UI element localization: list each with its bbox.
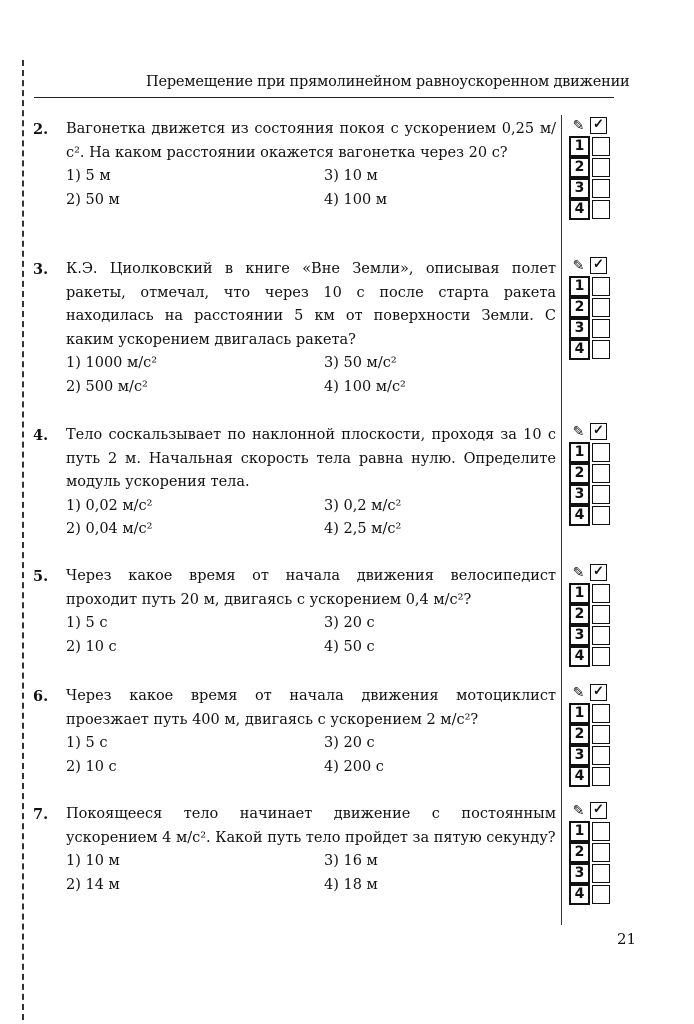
answer-boxes: [569, 255, 610, 360]
pencil-icon: ✎: [572, 423, 585, 440]
answer-option: 1) 5 с: [66, 735, 108, 751]
question-5: [33, 565, 556, 659]
answer-number-box: 1: [569, 583, 590, 604]
answer-checkbox[interactable]: [592, 864, 610, 883]
answer-checkbox[interactable]: [592, 584, 610, 603]
answer-options: [66, 732, 556, 779]
answer-option: 2) 50 м: [66, 191, 120, 208]
answer-number-box: 1: [569, 136, 590, 157]
answer-number-box: 4: [569, 505, 590, 526]
answer-number-box: 3: [569, 625, 590, 646]
pencil-icon: ✎: [572, 257, 585, 274]
question-text: Через какое время от начала движения велосипедист проходит путь 20 м, двигаясь с ускорением 0,4 м/с²?: [66, 568, 556, 608]
answer-options: [66, 352, 556, 399]
answer-checkbox[interactable]: [592, 179, 610, 198]
answer-checkbox[interactable]: [592, 443, 610, 462]
answer-number-box: 4: [569, 199, 590, 220]
checkbox-checked-icon: ✓: [590, 802, 607, 819]
answer-number-box: 2: [569, 157, 590, 178]
answer-number-box: 2: [569, 724, 590, 745]
answer-checkbox[interactable]: [592, 298, 610, 317]
answer-option: 1) 10 м: [66, 853, 120, 869]
answer-option: 3) 10 м: [324, 168, 378, 184]
answer-option: 4) 50 с: [324, 638, 375, 655]
question-text: Покоящееся тело начинает движение с постоянным ускорением 4 м/с². Какой путь тело пройдет за пятую секунду?: [66, 806, 556, 846]
question-text: Тело соскальзывает по наклонной плоскости, проходя за 10 с путь 2 м. Начальная скорость тела равна нулю. Определите модуль ускорения тела.: [66, 427, 556, 490]
answer-number-box: 2: [569, 842, 590, 863]
answer-number-box: 4: [569, 646, 590, 667]
page-number: 21: [617, 930, 637, 948]
answer-checkbox[interactable]: [592, 464, 610, 483]
answer-checkbox[interactable]: [592, 158, 610, 177]
checkbox-checked-icon: ✓: [590, 564, 607, 581]
checkbox-checked-icon: ✓: [590, 257, 607, 274]
answer-option: 1) 5 м: [66, 168, 111, 184]
answer-options: [66, 612, 556, 659]
answer-option: 1) 0,02 м/с²: [66, 497, 153, 514]
answer-number-box: 2: [569, 604, 590, 625]
answer-option: 2) 0,04 м/с²: [66, 521, 153, 537]
answer-checkbox[interactable]: [592, 647, 610, 666]
answer-option: 3) 20 с: [324, 735, 375, 751]
question-text: К.Э. Циолковский в книге «Вне Земли», описывая полет ракеты, отмечал, что через 10 с после старта ракета находилась на расстоянии 5 км от поверхности Земли. С каким ускорением двигалась ракета?: [66, 261, 556, 348]
answer-checkbox[interactable]: [592, 746, 610, 765]
question-7: [33, 803, 556, 897]
answer-checkbox[interactable]: [592, 485, 610, 504]
cut-line: [22, 60, 24, 1020]
answer-options: [66, 850, 556, 897]
question-number: 3.: [33, 261, 49, 278]
question-number: 6.: [33, 688, 49, 705]
answer-option: 4) 200 с: [324, 758, 384, 775]
answer-option: 3) 16 м: [324, 853, 378, 869]
answer-option: 3) 0,2 м/с²: [324, 497, 402, 514]
answer-number-box: 2: [569, 463, 590, 484]
answer-checkbox[interactable]: [592, 200, 610, 219]
answer-number-box: 3: [569, 745, 590, 766]
answer-option: 2) 10 с: [66, 638, 117, 655]
answer-options: [66, 165, 556, 212]
answer-option: 4) 100 м: [324, 191, 388, 208]
question-text: Вагонетка движется из состояния покоя с ускорением 0,25 м/с². На каком расстоянии окажется вагонетка через 20 с?: [66, 121, 556, 161]
answer-option: 3) 50 м/с²: [324, 355, 397, 371]
question-2: [33, 118, 556, 212]
header-rule: [34, 97, 614, 98]
answer-checkbox[interactable]: [592, 767, 610, 786]
answer-checkbox[interactable]: [592, 340, 610, 359]
answer-checkbox[interactable]: [592, 506, 610, 525]
pencil-icon: ✎: [572, 802, 585, 819]
answer-checkbox[interactable]: [592, 843, 610, 862]
answer-checkbox[interactable]: [592, 605, 610, 624]
answer-checkbox[interactable]: [592, 885, 610, 904]
answer-checkbox[interactable]: [592, 725, 610, 744]
answer-checkbox[interactable]: [592, 704, 610, 723]
answer-number-box: 4: [569, 339, 590, 360]
checkbox-checked-icon: ✓: [590, 684, 607, 701]
question-number: 2.: [33, 121, 49, 138]
answer-option: 2) 500 м/с²: [66, 378, 148, 395]
page-header: Перемещение при прямолинейном равноускоренном движении: [146, 74, 630, 90]
question-3: [33, 258, 556, 399]
pencil-icon: ✎: [572, 564, 585, 581]
question-6: [33, 685, 556, 779]
question-number: 5.: [33, 568, 49, 585]
answer-number-box: 3: [569, 863, 590, 884]
question-number: 7.: [33, 806, 49, 823]
answer-number-box: 1: [569, 276, 590, 297]
answer-boxes: [569, 800, 610, 905]
question-text: Через какое время от начала движения мотоциклист проезжает путь 400 м, двигаясь с ускорением 2 м/с²?: [66, 688, 556, 728]
answer-checkbox[interactable]: [592, 319, 610, 338]
pencil-icon: ✎: [572, 684, 585, 701]
checkbox-checked-icon: ✓: [590, 423, 607, 440]
answer-boxes: [569, 682, 610, 787]
answer-option: 1) 5 с: [66, 615, 108, 631]
question-number: 4.: [33, 427, 49, 444]
answer-number-box: 1: [569, 442, 590, 463]
answer-option: 4) 100 м/с²: [324, 378, 406, 395]
answer-number-box: 1: [569, 703, 590, 724]
answer-number-box: 3: [569, 318, 590, 339]
answer-checkbox[interactable]: [592, 822, 610, 841]
answer-checkbox[interactable]: [592, 277, 610, 296]
answer-number-box: 2: [569, 297, 590, 318]
answer-boxes: [569, 115, 610, 220]
answer-number-box: 4: [569, 766, 590, 787]
checkbox-checked-icon: ✓: [590, 117, 607, 134]
answer-number-box: 4: [569, 884, 590, 905]
answer-number-box: 1: [569, 821, 590, 842]
answer-option: 2) 14 м: [66, 876, 120, 893]
answer-option: 1) 1000 м/с²: [66, 355, 158, 371]
answer-options: [66, 495, 556, 542]
answer-option: 3) 20 с: [324, 615, 375, 631]
answer-column-divider: [561, 115, 562, 925]
pencil-icon: ✎: [572, 117, 585, 134]
answer-option: 2) 10 с: [66, 758, 117, 775]
answer-number-box: 3: [569, 484, 590, 505]
answer-boxes: [569, 562, 610, 667]
answer-checkbox[interactable]: [592, 626, 610, 645]
answer-checkbox[interactable]: [592, 137, 610, 156]
answer-boxes: [569, 421, 610, 526]
question-4: [33, 424, 556, 542]
answer-number-box: 3: [569, 178, 590, 199]
answer-option: 4) 18 м: [324, 876, 378, 893]
answer-option: 4) 2,5 м/с²: [324, 521, 402, 537]
